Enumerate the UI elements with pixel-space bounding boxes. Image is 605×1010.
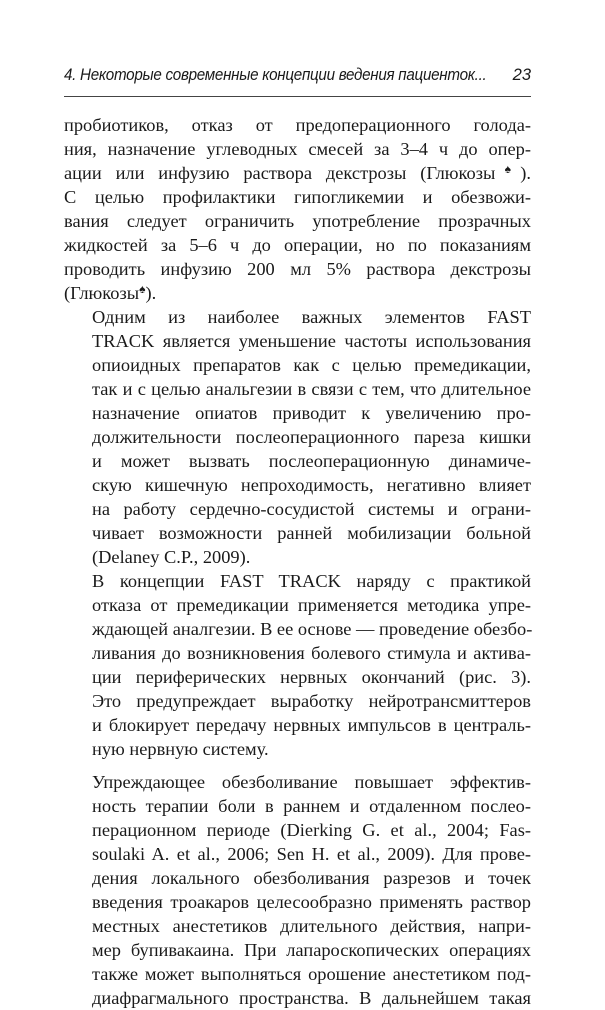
text-line: ждающей аналгезии. В ее основе — проведение обезбо- — [92, 619, 533, 639]
text-line: и блокирует передачу нервных импульсов в централь- — [92, 715, 531, 735]
text-line — [64, 161, 531, 185]
text-line: TRACK является уменьшение частоты использования — [92, 331, 531, 351]
text-line: ную нервную систему. — [92, 739, 269, 759]
paragraph-2 — [64, 305, 531, 569]
registered-mark-icon: ♠ — [139, 282, 146, 296]
registered-mark-icon: ♠ — [495, 162, 521, 176]
text-line: введения троакаров целесообразно применять раствор — [92, 892, 531, 912]
text-line: отказа от премедикации применяется методика упре- — [92, 595, 531, 615]
text-line: мер бупивакаина. При лапароскопических операциях — [92, 940, 531, 960]
header-rule — [64, 96, 531, 97]
text-line: В концепции FAST TRACK наряду с практикой — [92, 571, 531, 591]
text-line: (Delaney C.P., 2009). — [92, 547, 251, 567]
text-line: назначение опиатов приводит к увеличению про- — [92, 403, 531, 423]
text-line: диафрагмального пространства. В дальнейшем такая — [92, 988, 531, 1008]
text-line: скую кишечную непроходимость, негативно влияет — [92, 475, 531, 495]
text-line: Это предупреждает выработку нейротрансмиттеров — [92, 691, 531, 711]
text-segment: ). — [145, 283, 157, 303]
text-line: пробиотиков, отказ от предоперационного голода- — [64, 115, 531, 135]
text-line: soulaki A. et al., 2006; Sen H. et al., 2009). Для прове- — [92, 844, 531, 864]
text-line: также может выполняться орошение анестетиком под- — [92, 964, 531, 984]
text-line: ции периферических нервных окончаний (рис. 3). — [92, 667, 531, 687]
text-line: ность терапии боли в раннем и отдаленном послео- — [92, 796, 531, 816]
body-text — [64, 113, 531, 1010]
paragraph-4 — [64, 770, 531, 1010]
text-line: Упреждающее обезболивание повышает эффектив- — [92, 772, 531, 792]
text-segment: ации или инфузию раствора декстрозы (Глюкозы — [64, 163, 496, 183]
text-segment: (Глюкозы — [64, 283, 140, 303]
text-line: Одним из наиболее важных элементов FAST — [92, 307, 531, 327]
text-segment: ). — [520, 163, 531, 183]
paragraph-3 — [64, 569, 531, 761]
text-line: опиоидных препаратов как с целью премедикации, — [92, 355, 531, 375]
page-number: 23 — [512, 66, 531, 84]
paragraph-1 — [64, 113, 531, 305]
text-line: жидкостей за 5–6 ч до операции, но по показаниям — [64, 235, 531, 255]
text-line: и может вызвать послеоперационную динамиче- — [92, 451, 531, 471]
text-line: на работу сердечно-сосудистой системы и ограни- — [92, 499, 531, 519]
text-line: С целью профилактики гипогликемии и обезвожи- — [64, 187, 531, 207]
running-header-title: 4. Некоторые современные концепции ведения пациенток... — [64, 66, 487, 84]
text-line: ния, назначение углеводных смесей за 3–4 ч до опер- — [64, 139, 531, 159]
text-line: ливания до возникновения болевого стимула и активa- — [92, 643, 531, 663]
text-line: проводить инфузию 200 мл 5% раствора декстрозы — [64, 259, 531, 279]
text-line: чивает возможности ранней мобилизации больной — [92, 523, 531, 543]
text-line: дения локального обезболивания разрезов и точек — [92, 868, 531, 888]
text-line: местных анестетиков длительного действия, напри- — [92, 916, 531, 936]
running-header — [64, 60, 531, 90]
text-line: должительности послеоперационного пареза кишки — [92, 427, 531, 447]
text-line — [64, 281, 531, 305]
text-line: вания следует ограничить употребление прозрачных — [64, 211, 531, 231]
text-line: перационном периоде (Dierking G. et al., 2004; Fas- — [92, 820, 531, 840]
text-line: так и с целью анальгезии в связи с тем, что длительное — [92, 379, 531, 399]
